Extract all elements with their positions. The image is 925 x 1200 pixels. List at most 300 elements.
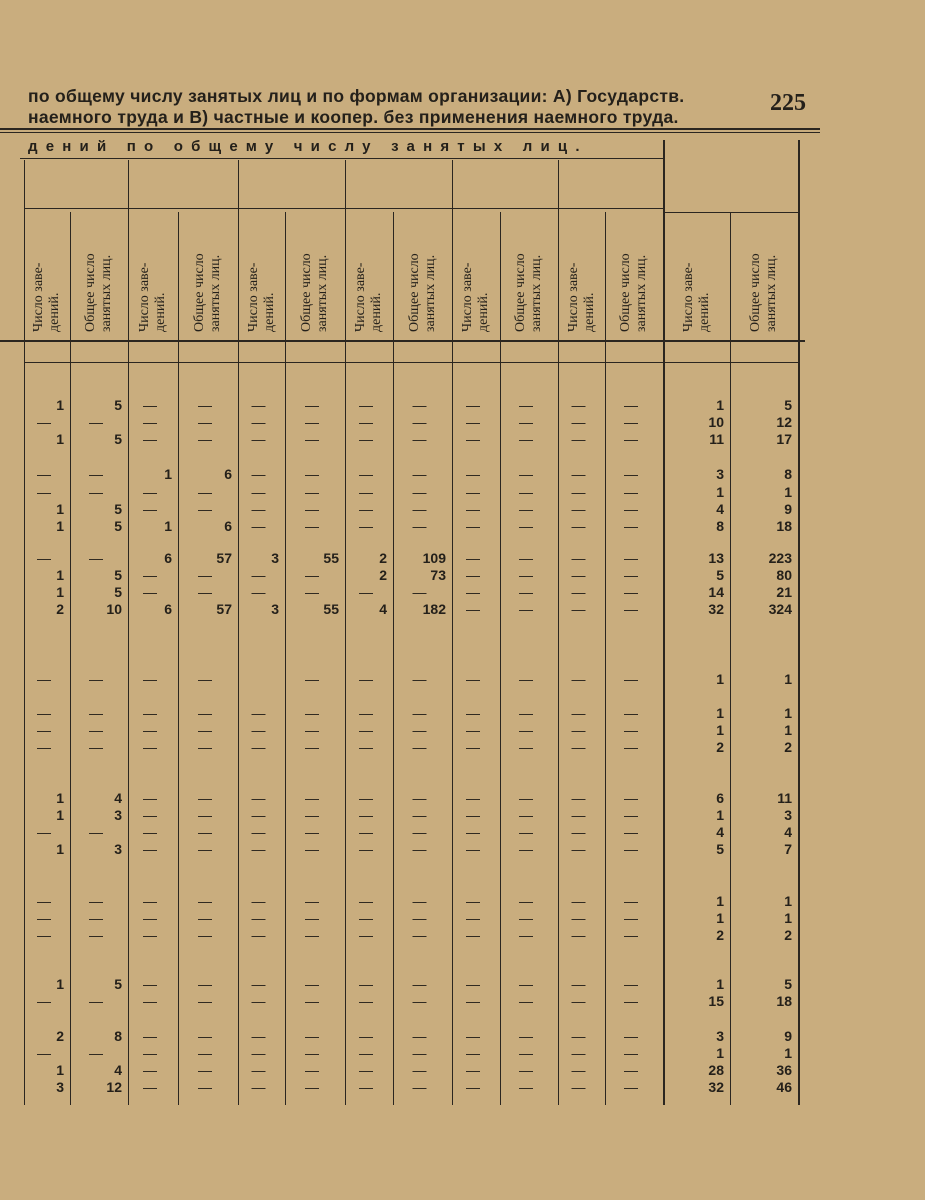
- table-cell: —: [624, 501, 638, 517]
- table-cell: 12: [776, 414, 792, 430]
- table-cell: 5: [716, 567, 724, 583]
- table-cell: 5: [114, 567, 122, 583]
- table-cell: —: [251, 397, 266, 413]
- table-cell: —: [359, 824, 373, 840]
- table-cell: —: [305, 1045, 319, 1061]
- table-cell: —: [624, 1045, 638, 1061]
- table-cell: —: [305, 976, 319, 992]
- table-row: [0, 1079, 925, 1095]
- table-cell: —: [466, 431, 480, 447]
- table-cell: —: [466, 1079, 480, 1095]
- table-cell: —: [143, 567, 157, 583]
- table-cell: —: [143, 841, 157, 857]
- table-cell: —: [571, 550, 586, 566]
- table-cell: 7: [784, 841, 792, 857]
- subtitle-rule: [20, 158, 665, 159]
- table-cell: 1: [56, 567, 64, 583]
- table-cell: —: [412, 841, 427, 857]
- column-subheader-line: Число заве-: [31, 262, 46, 332]
- column-subheader-line: Число заве-: [137, 262, 152, 332]
- table-row: [0, 705, 925, 721]
- table-cell: 1: [56, 584, 64, 600]
- column-subheader-line: дений.: [153, 292, 168, 332]
- table-cell: 1: [56, 431, 64, 447]
- table-cell: 4: [716, 501, 724, 517]
- table-cell: —: [359, 397, 373, 413]
- table-cell: 5: [114, 976, 122, 992]
- table-cell: —: [466, 414, 480, 430]
- table-cell: —: [571, 976, 586, 992]
- header-title-line-1: по общему числу занятых лиц и по формам организации: А) Государств.: [28, 86, 685, 106]
- table-cell: —: [143, 705, 157, 721]
- table-cell: —: [466, 484, 480, 500]
- table-cell: —: [519, 824, 533, 840]
- table-cell: —: [571, 790, 586, 806]
- table-cell: —: [251, 501, 266, 517]
- table-row: [0, 501, 925, 517]
- column-subheader-line: Общее число: [748, 253, 763, 332]
- table-cell: —: [305, 1062, 319, 1078]
- table-cell: —: [305, 584, 319, 600]
- table-cell: —: [466, 910, 480, 926]
- table-cell: —: [359, 790, 373, 806]
- table-cell: —: [466, 518, 480, 534]
- table-cell: —: [571, 807, 586, 823]
- table-cell: —: [305, 927, 319, 943]
- table-cell: 1: [716, 397, 724, 413]
- table-cell: —: [571, 1079, 586, 1095]
- table-cell: —: [519, 671, 533, 687]
- table-cell: —: [466, 671, 480, 687]
- table-cell: —: [412, 466, 427, 482]
- table-cell: —: [571, 431, 586, 447]
- column-subheader-line: Число заве-: [245, 262, 261, 332]
- table-cell: —: [571, 739, 586, 755]
- table-cell: 55: [323, 550, 339, 566]
- table-cell: —: [251, 584, 266, 600]
- group-header-rule: [24, 208, 663, 209]
- table-row: [0, 567, 925, 583]
- table-cell: —: [251, 976, 266, 992]
- table-cell: 1: [56, 501, 64, 517]
- table-cell: —: [198, 414, 212, 430]
- table-cell: —: [571, 722, 586, 738]
- table-cell: —: [251, 1028, 266, 1044]
- table-cell: —: [305, 671, 319, 687]
- table-cell: —: [624, 993, 638, 1009]
- table-cell: —: [519, 601, 533, 617]
- table-cell: 2: [784, 739, 792, 755]
- table-cell: —: [359, 484, 373, 500]
- table-cell: —: [412, 397, 427, 413]
- table-row: [0, 807, 925, 823]
- table-cell: —: [519, 567, 533, 583]
- table-row: [0, 790, 925, 806]
- table-cell: 14: [708, 584, 724, 600]
- table-cell: —: [251, 705, 266, 721]
- table-cell: —: [519, 484, 533, 500]
- table-cell: 9: [784, 501, 792, 517]
- table-cell: —: [251, 414, 266, 430]
- column-subheader-line: занятых лиц.: [634, 254, 649, 332]
- column-subheader-line: занятых лиц.: [315, 254, 330, 332]
- column-subheader-line: дений.: [476, 292, 491, 332]
- table-cell: 4: [379, 601, 387, 617]
- table-cell: —: [624, 739, 638, 755]
- group-divider: [128, 160, 129, 1105]
- table-cell: —: [412, 739, 427, 755]
- table-cell: —: [305, 893, 319, 909]
- table-cell: 109: [422, 550, 446, 566]
- table-cell: —: [89, 466, 103, 482]
- table-cell: —: [305, 807, 319, 823]
- table-cell: —: [466, 739, 480, 755]
- table-cell: 13: [708, 550, 724, 566]
- table-cell: —: [37, 671, 51, 687]
- table-cell: —: [519, 893, 533, 909]
- table-cell: —: [143, 910, 157, 926]
- table-cell: 11: [777, 790, 792, 806]
- table-cell: —: [359, 671, 373, 687]
- table-cell: —: [571, 993, 586, 1009]
- table-cell: —: [89, 993, 103, 1009]
- table-cell: —: [198, 927, 212, 943]
- table-row: [0, 431, 925, 447]
- table-cell: 80: [776, 567, 792, 583]
- table-cell: —: [624, 466, 638, 482]
- table-cell: —: [198, 671, 212, 687]
- table-cell: —: [143, 893, 157, 909]
- table-cell: —: [305, 1028, 319, 1044]
- table-cell: —: [624, 1079, 638, 1095]
- table-cell: —: [305, 414, 319, 430]
- column-subheader-line: дений.: [47, 292, 62, 332]
- table-cell: —: [571, 397, 586, 413]
- table-cell: —: [37, 993, 51, 1009]
- table-cell: —: [305, 739, 319, 755]
- table-cell: —: [624, 671, 638, 687]
- table-cell: —: [37, 927, 51, 943]
- table-cell: —: [624, 910, 638, 926]
- table-cell: —: [37, 739, 51, 755]
- table-cell: 1: [716, 705, 724, 721]
- table-cell: —: [412, 584, 427, 600]
- table-cell: —: [519, 1062, 533, 1078]
- table-cell: 2: [784, 927, 792, 943]
- table-cell: —: [37, 705, 51, 721]
- table-row: [0, 722, 925, 738]
- table-cell: —: [251, 927, 266, 943]
- table-cell: —: [251, 739, 266, 755]
- table-cell: —: [198, 790, 212, 806]
- table-cell: —: [519, 584, 533, 600]
- table-cell: —: [143, 722, 157, 738]
- table-cell: 2: [716, 739, 724, 755]
- column-subheader-line: Число заве-: [460, 262, 475, 332]
- table-cell: —: [571, 910, 586, 926]
- table-cell: —: [251, 841, 266, 857]
- table-cell: 1: [716, 1045, 724, 1061]
- table-cell: 57: [216, 601, 232, 617]
- table-cell: —: [571, 705, 586, 721]
- table-cell: 2: [716, 927, 724, 943]
- table-cell: —: [89, 910, 103, 926]
- table-cell: 32: [708, 1079, 724, 1095]
- table-cell: —: [89, 927, 103, 943]
- table-cell: —: [571, 893, 586, 909]
- table-cell: —: [412, 807, 427, 823]
- table-cell: 1: [164, 466, 172, 482]
- table-cell: —: [251, 910, 266, 926]
- table-cell: —: [359, 993, 373, 1009]
- table-cell: —: [143, 431, 157, 447]
- table-cell: 1: [716, 807, 724, 823]
- table-cell: —: [359, 1062, 373, 1078]
- table-cell: —: [89, 739, 103, 755]
- table-cell: —: [251, 1045, 266, 1061]
- table-cell: —: [624, 807, 638, 823]
- table-cell: —: [143, 739, 157, 755]
- column-subheader-line: занятых лиц.: [422, 254, 438, 332]
- column-subheader-line: дений.: [696, 292, 712, 332]
- table-cell: —: [412, 484, 427, 500]
- table-row: [0, 397, 925, 413]
- table-cell: 5: [716, 841, 724, 857]
- column-subheader: [83, 253, 115, 332]
- table-cell: —: [624, 397, 638, 413]
- table-cell: —: [412, 518, 427, 534]
- table-cell: 10: [708, 414, 724, 430]
- table-cell: —: [624, 414, 638, 430]
- table-row: [0, 993, 925, 1009]
- table-row: [0, 584, 925, 600]
- table-cell: —: [466, 807, 480, 823]
- table-row: [0, 824, 925, 840]
- table-cell: —: [519, 722, 533, 738]
- table-cell: —: [624, 893, 638, 909]
- group-divider: [798, 140, 800, 1105]
- table-cell: —: [519, 976, 533, 992]
- table-cell: 5: [114, 501, 122, 517]
- table-cell: —: [305, 501, 319, 517]
- table-cell: —: [37, 550, 51, 566]
- top-rule-thin: [0, 132, 820, 133]
- table-cell: —: [412, 927, 427, 943]
- table-cell: —: [466, 1045, 480, 1061]
- table-cell: —: [624, 431, 638, 447]
- table-cell: —: [305, 567, 319, 583]
- table-cell: —: [624, 484, 638, 500]
- colnum-bottom-rule: [24, 362, 799, 363]
- table-row: [0, 484, 925, 500]
- table-cell: —: [412, 501, 427, 517]
- table-cell: 1: [716, 976, 724, 992]
- group-divider: [238, 160, 239, 1105]
- table-cell: —: [466, 790, 480, 806]
- table-cell: —: [571, 567, 586, 583]
- table-cell: 1: [784, 1045, 792, 1061]
- column-subheader-line: Общее число: [83, 253, 98, 332]
- table-cell: —: [198, 993, 212, 1009]
- table-cell: —: [359, 501, 373, 517]
- table-cell: —: [37, 414, 51, 430]
- table-cell: —: [466, 501, 480, 517]
- table-cell: 73: [430, 567, 446, 583]
- table-cell: —: [466, 397, 480, 413]
- table-cell: —: [624, 1062, 638, 1078]
- table-row: [0, 518, 925, 534]
- header-bottom-rule: [0, 340, 805, 342]
- table-cell: —: [305, 993, 319, 1009]
- table-cell: —: [89, 414, 103, 430]
- table-cell: —: [198, 431, 212, 447]
- table-row: [0, 976, 925, 992]
- table-cell: 6: [224, 466, 232, 482]
- column-subheader-line: Общее число: [513, 253, 528, 332]
- table-cell: —: [624, 824, 638, 840]
- table-cell: 4: [716, 824, 724, 840]
- table-cell: —: [466, 1062, 480, 1078]
- table-cell: 8: [716, 518, 724, 534]
- table-cell: —: [198, 722, 212, 738]
- column-subheader: [192, 253, 224, 332]
- table-cell: —: [412, 1079, 427, 1095]
- table-cell: —: [143, 397, 157, 413]
- table-cell: —: [198, 1045, 212, 1061]
- table-cell: —: [571, 518, 586, 534]
- group-divider: [24, 160, 25, 1105]
- table-row: [0, 1045, 925, 1061]
- table-cell: —: [519, 927, 533, 943]
- table-cell: —: [466, 993, 480, 1009]
- table-cell: —: [143, 584, 157, 600]
- group-divider: [452, 160, 453, 1105]
- table-cell: 1: [56, 397, 64, 413]
- column-subheader-line: дений.: [261, 292, 277, 332]
- table-cell: —: [143, 414, 157, 430]
- table-cell: —: [571, 466, 586, 482]
- table-cell: 1: [716, 722, 724, 738]
- table-cell: 3: [716, 1028, 724, 1044]
- table-cell: —: [198, 807, 212, 823]
- table-cell: —: [143, 501, 157, 517]
- column-subheader: [137, 263, 169, 332]
- table-cell: —: [305, 466, 319, 482]
- table-row: [0, 466, 925, 482]
- table-cell: —: [412, 414, 427, 430]
- table-cell: —: [359, 414, 373, 430]
- table-cell: —: [359, 466, 373, 482]
- table-cell: —: [359, 976, 373, 992]
- table-cell: 18: [776, 518, 792, 534]
- table-cell: —: [143, 976, 157, 992]
- table-cell: —: [624, 705, 638, 721]
- table-cell: 28: [708, 1062, 724, 1078]
- table-cell: 5: [114, 397, 122, 413]
- table-cell: —: [412, 1045, 427, 1061]
- column-subheader: [407, 253, 439, 332]
- table-cell: 3: [114, 841, 122, 857]
- table-cell: —: [305, 722, 319, 738]
- table-cell: —: [571, 824, 586, 840]
- table-cell: —: [571, 584, 586, 600]
- table-cell: —: [251, 1079, 266, 1095]
- table-cell: 1: [716, 893, 724, 909]
- table-cell: —: [143, 671, 157, 687]
- table-cell: 223: [768, 550, 792, 566]
- table-cell: —: [571, 601, 586, 617]
- table-cell: —: [359, 1045, 373, 1061]
- top-rule: [0, 128, 820, 130]
- column-subheader-line: занятых лиц.: [99, 254, 114, 332]
- table-cell: —: [198, 705, 212, 721]
- table-cell: —: [412, 910, 427, 926]
- table-cell: —: [143, 824, 157, 840]
- table-cell: —: [519, 1045, 533, 1061]
- table-cell: —: [37, 484, 51, 500]
- table-row: [0, 671, 925, 687]
- table-cell: —: [143, 484, 157, 500]
- table-cell: 9: [784, 1028, 792, 1044]
- table-cell: 6: [164, 550, 172, 566]
- table-cell: 6: [716, 790, 724, 806]
- table-cell: —: [89, 893, 103, 909]
- column-subheader-line: дений.: [369, 292, 384, 332]
- table-cell: —: [519, 910, 533, 926]
- table-cell: —: [624, 1028, 638, 1044]
- table-cell: —: [412, 790, 427, 806]
- table-cell: 46: [776, 1079, 792, 1095]
- table-cell: —: [624, 601, 638, 617]
- table-cell: —: [143, 1062, 157, 1078]
- table-cell: —: [466, 976, 480, 992]
- table-cell: 1: [164, 518, 172, 534]
- table-cell: —: [198, 739, 212, 755]
- table-cell: —: [466, 705, 480, 721]
- table-cell: —: [305, 910, 319, 926]
- table-row: [0, 1028, 925, 1044]
- group-divider: [663, 140, 665, 1105]
- column-subheader-line: дений.: [581, 292, 597, 332]
- table-cell: —: [359, 518, 373, 534]
- table-cell: 57: [216, 550, 232, 566]
- column-subheader-line: занятых лиц.: [208, 254, 223, 332]
- table-row: [0, 841, 925, 857]
- column-subheader: [31, 263, 63, 332]
- table-cell: 1: [716, 910, 724, 926]
- table-cell: —: [143, 927, 157, 943]
- table-cell: —: [571, 484, 586, 500]
- table-cell: 6: [224, 518, 232, 534]
- table-cell: —: [571, 414, 586, 430]
- table-subtitle: дений по общему числу занятых лиц.: [28, 138, 588, 155]
- table-cell: 32: [708, 601, 724, 617]
- table-cell: —: [359, 893, 373, 909]
- table-cell: —: [251, 722, 266, 738]
- table-cell: —: [37, 466, 51, 482]
- table-cell: —: [359, 705, 373, 721]
- group-divider: [558, 160, 559, 1105]
- table-cell: —: [359, 722, 373, 738]
- table-cell: —: [359, 910, 373, 926]
- table-cell: —: [466, 841, 480, 857]
- table-cell: 2: [379, 567, 387, 583]
- table-cell: —: [466, 567, 480, 583]
- table-cell: —: [198, 584, 212, 600]
- table-cell: —: [519, 501, 533, 517]
- table-cell: —: [359, 1028, 373, 1044]
- table-cell: —: [519, 518, 533, 534]
